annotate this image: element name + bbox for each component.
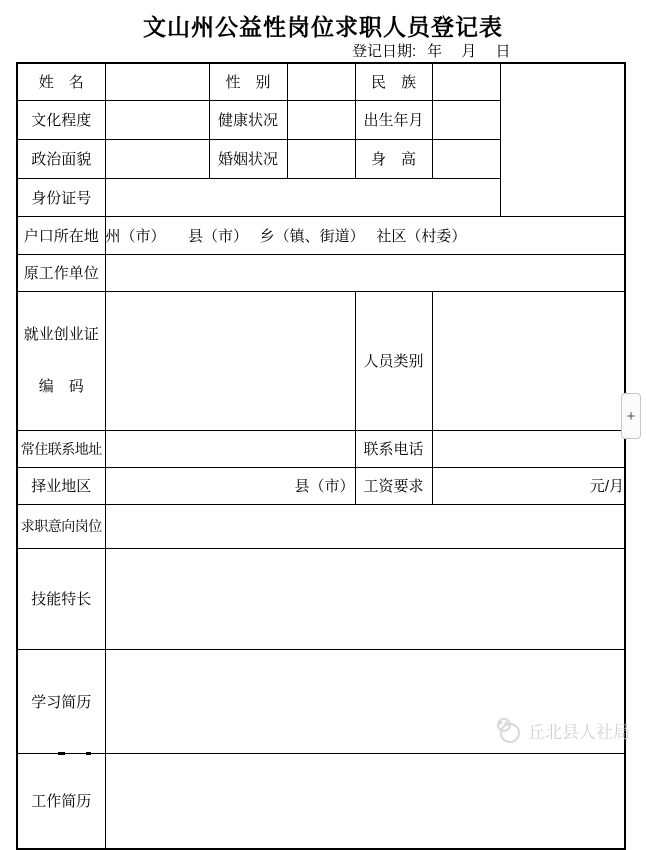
label-political-status: 政治面貌 [17, 139, 105, 178]
zoom-in-button[interactable]: + [621, 393, 641, 439]
label-ethnicity: 民 族 [355, 63, 432, 100]
label-height: 身 高 [355, 139, 432, 178]
label-job-area: 择业地区 [17, 467, 105, 504]
input-skills[interactable] [105, 548, 625, 649]
watermark-text: 丘北县人社局 [528, 722, 630, 742]
input-former-work-unit[interactable] [105, 254, 625, 291]
label-birth-date: 出生年月 [355, 100, 432, 139]
input-political-status[interactable] [105, 139, 209, 178]
registration-date-line [352, 40, 511, 61]
input-personnel-category[interactable] [432, 291, 625, 430]
date-placeholders: 年 月 日 [427, 43, 511, 60]
label-salary-request: 工资要求 [355, 467, 432, 504]
salary-unit-value[interactable]: 元/月 [432, 467, 625, 504]
input-birth-date[interactable] [432, 100, 500, 139]
cut-off-text-mark [58, 752, 65, 755]
label-name: 姓 名 [17, 63, 105, 100]
label-work-history: 工作简历 [17, 753, 105, 849]
form-title: 文山州公益性岗位求职人员登记表 [143, 14, 503, 40]
household-location-options[interactable]: 州（市） 县（市） 乡（镇、街道） 社区（村委） [105, 216, 625, 254]
label-personnel-category: 人员类别 [355, 291, 432, 430]
label-contact-address: 常住联系地址 [17, 430, 105, 467]
bureau-logo-icon [493, 716, 523, 744]
input-height[interactable] [432, 139, 500, 178]
label-contact-phone: 联系电话 [355, 430, 432, 467]
employment-cert-line1: 就业创业证 [23, 325, 99, 343]
date-label: 登记日期: [352, 43, 417, 60]
label-education-level: 文化程度 [17, 100, 105, 139]
watermark [493, 713, 630, 747]
input-contact-address[interactable] [105, 430, 355, 467]
input-ethnicity[interactable] [432, 63, 500, 100]
label-health-status: 健康状况 [209, 100, 287, 139]
label-employment-cert-number [17, 291, 105, 430]
label-household-location: 户口所在地 [17, 216, 105, 254]
input-id-number[interactable] [105, 178, 500, 216]
input-education-level[interactable] [105, 100, 209, 139]
label-former-work-unit: 原工作单位 [17, 254, 105, 291]
input-work-history[interactable] [105, 753, 625, 849]
input-employment-cert-number[interactable] [105, 291, 355, 430]
input-contact-phone[interactable] [432, 430, 625, 467]
input-desired-position[interactable] [105, 504, 625, 548]
photo-cell[interactable] [500, 63, 625, 216]
label-id-number: 身份证号 [17, 178, 105, 216]
input-health-status[interactable] [287, 100, 355, 139]
label-gender: 性 别 [209, 63, 287, 100]
input-gender[interactable] [287, 63, 355, 100]
label-desired-position: 求职意向岗位 [17, 504, 105, 548]
cut-off-text-mark [86, 752, 91, 755]
label-skills: 技能特长 [17, 548, 105, 649]
label-study-history: 学习简历 [17, 649, 105, 753]
label-marital-status: 婚姻状况 [209, 139, 287, 178]
input-name[interactable] [105, 63, 209, 100]
job-area-value[interactable]: 县（市） [105, 467, 355, 504]
input-marital-status[interactable] [287, 139, 355, 178]
employment-cert-line2: 编 码 [38, 377, 84, 395]
